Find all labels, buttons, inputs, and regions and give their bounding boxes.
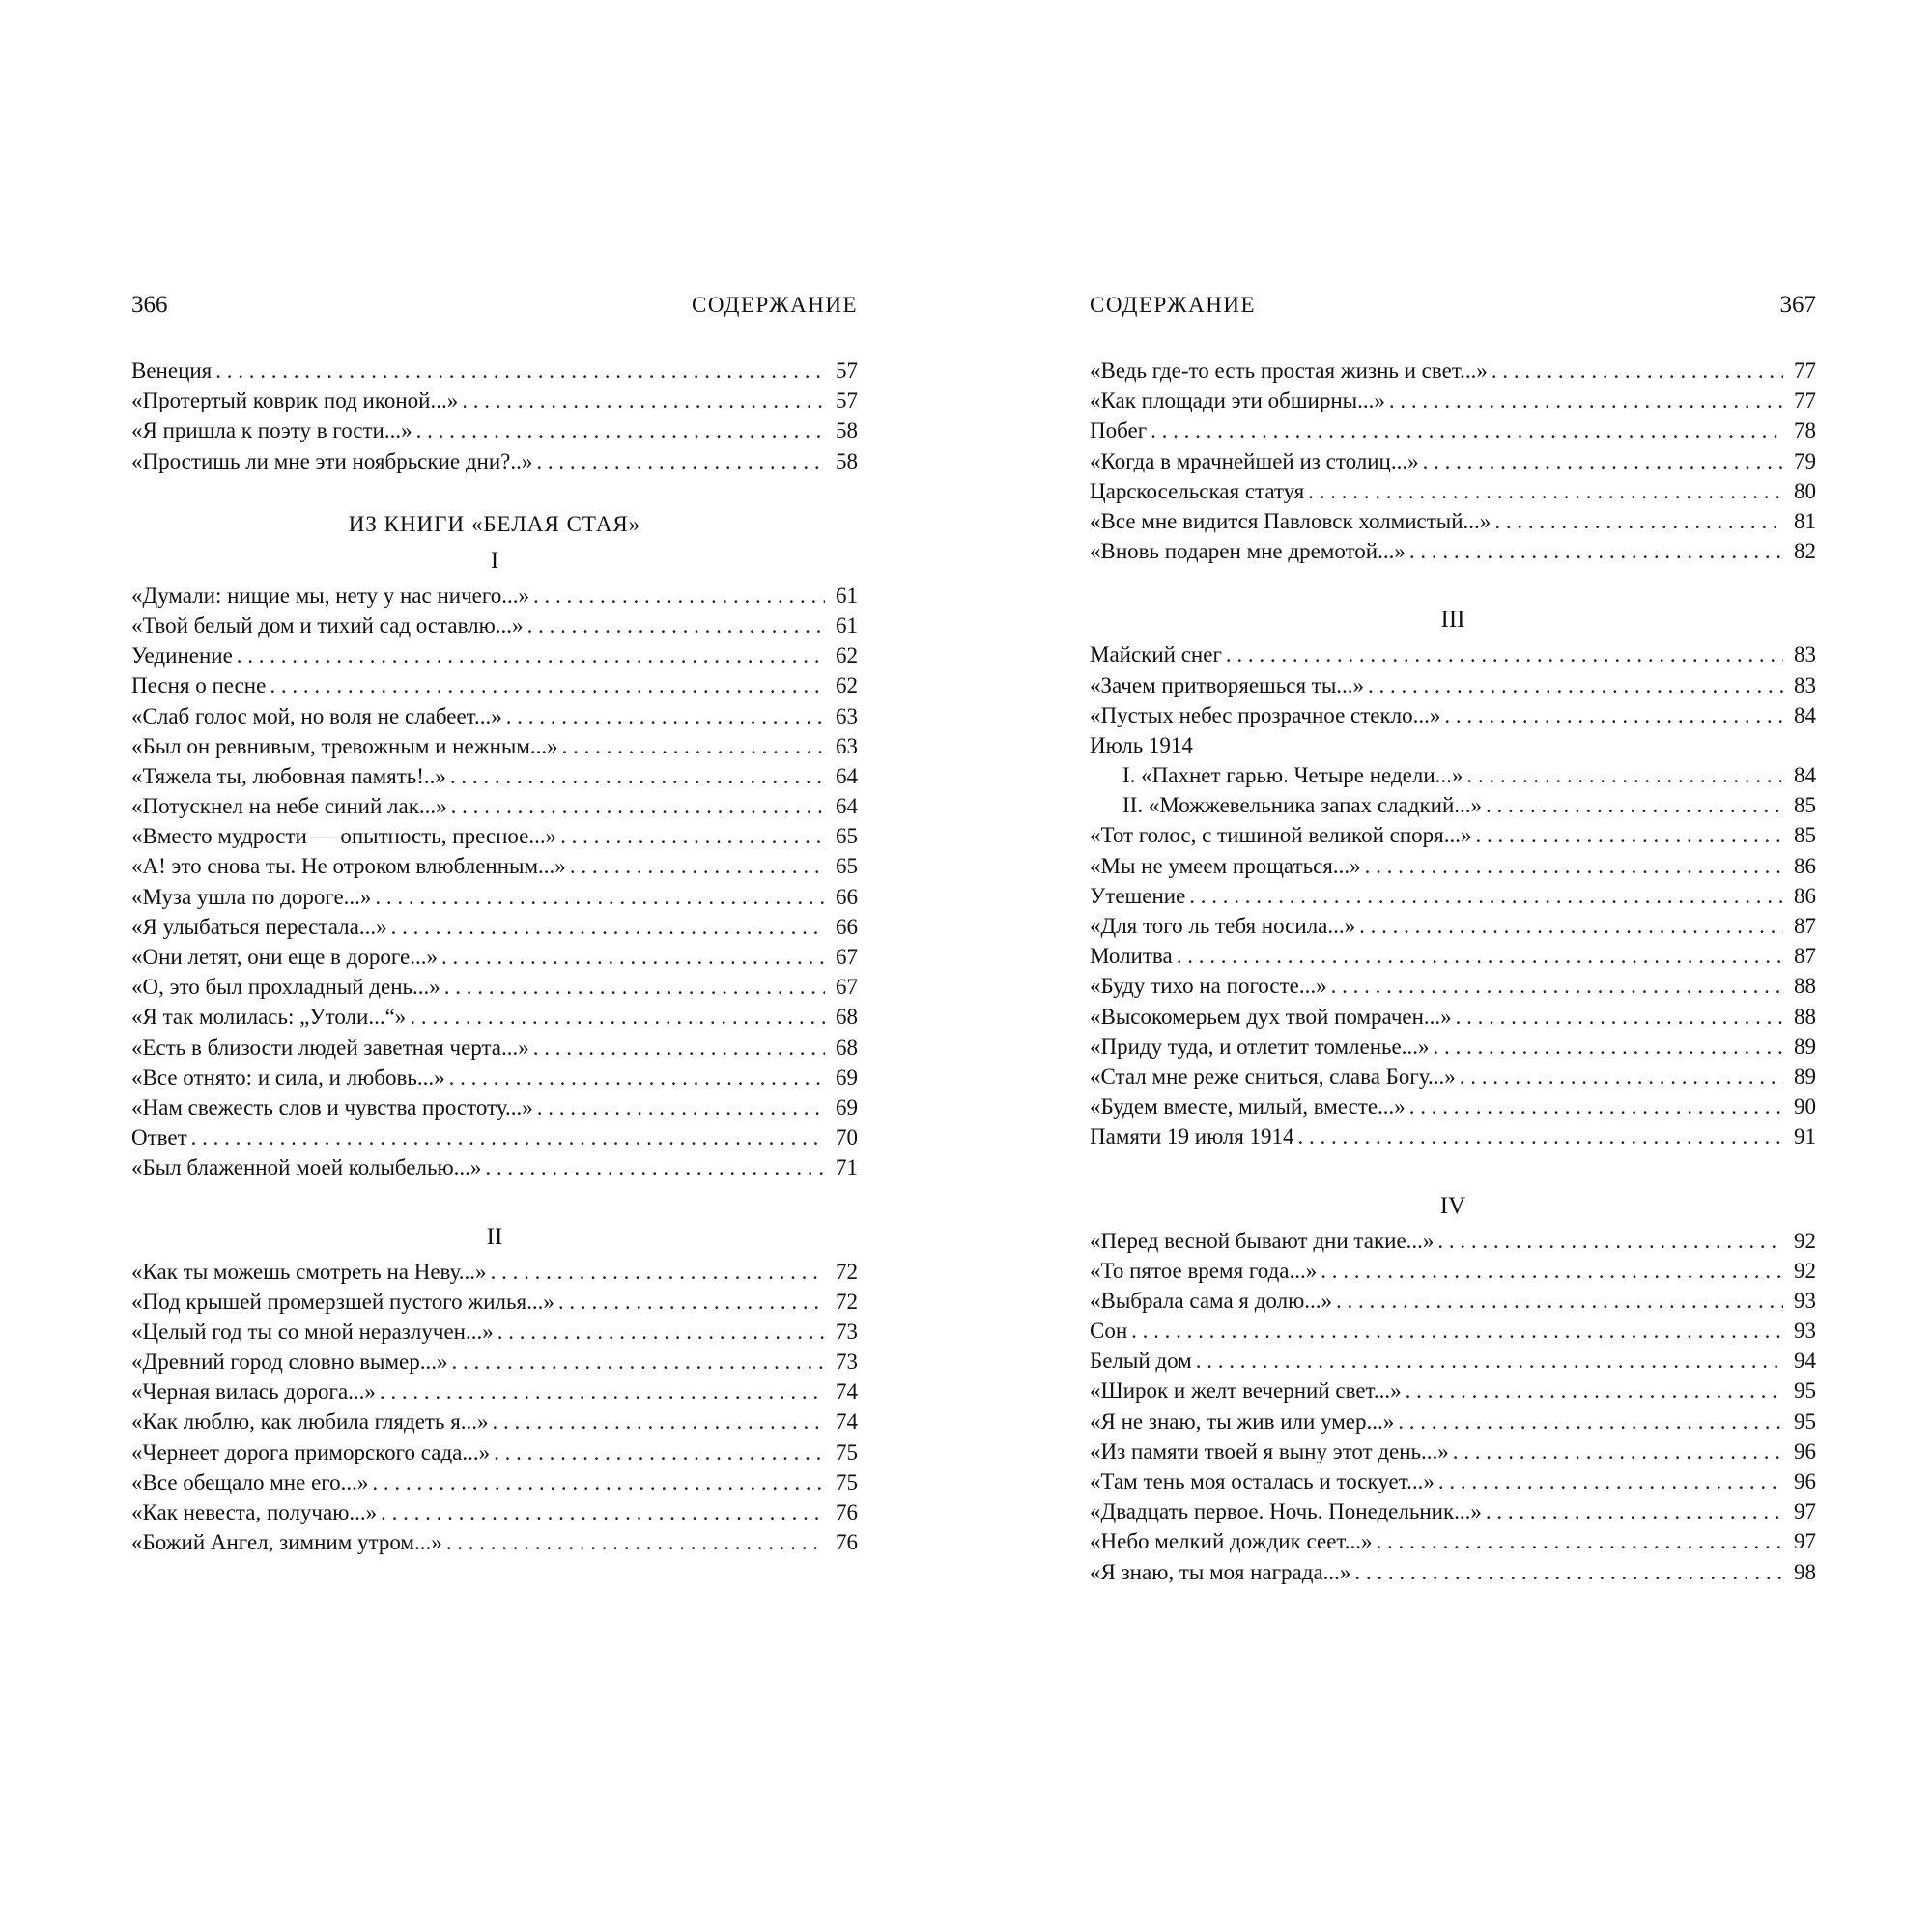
leader-dots — [1406, 1376, 1783, 1406]
leader-dots — [1453, 1436, 1783, 1466]
toc-entry-page: 58 — [836, 448, 858, 473]
toc-entry — [1090, 760, 1816, 790]
leader-dots — [562, 731, 825, 761]
leader-dots — [537, 1093, 825, 1122]
toc-entry-title: «Высокомерьем дух твой помрачен...» — [1090, 1004, 1452, 1029]
toc-entry — [131, 611, 858, 640]
leader-dots — [1321, 1256, 1783, 1286]
toc-entry-title: «Древний город словно вымер...» — [131, 1350, 448, 1375]
toc-entry — [131, 731, 858, 761]
toc-entry-title: «Все мне видится Павловск холмистый...» — [1090, 508, 1492, 533]
toc-entry — [1090, 1526, 1816, 1556]
toc-entry-title: I. «Пахнет гарью. Четыре недели...» — [1122, 763, 1463, 788]
toc-entry-page: 83 — [1794, 672, 1816, 697]
toc-entry-page: 72 — [836, 1259, 858, 1284]
toc-entry-page: 66 — [836, 884, 858, 909]
toc-entry-page: 84 — [1794, 763, 1816, 788]
toc-entry-page: 97 — [1794, 1529, 1816, 1554]
toc-entry-page: 79 — [1794, 448, 1816, 473]
toc-entry-page: 67 — [836, 975, 858, 1000]
toc-entry — [131, 821, 858, 851]
toc-entry — [131, 446, 858, 476]
toc-entry — [131, 972, 858, 1002]
toc-entry-page: 61 — [836, 612, 858, 638]
leader-dots — [462, 385, 825, 415]
toc-entry-page: 63 — [836, 733, 858, 758]
toc-list-section-4 — [1090, 1226, 1816, 1587]
toc-entry-page: 71 — [836, 1155, 858, 1180]
toc-entry-page: 78 — [1794, 418, 1816, 443]
toc-entry-page: 67 — [836, 945, 858, 969]
leader-dots — [446, 1527, 825, 1557]
toc-entry-title: «Все отнято: и сила, и любовь...» — [131, 1065, 445, 1090]
toc-entry-title: «Буду тихо на погосте...» — [1090, 974, 1327, 999]
toc-entry-title: «Мы не умеем прощаться...» — [1090, 853, 1361, 878]
leader-dots — [1486, 790, 1783, 820]
leader-dots — [1196, 1346, 1783, 1376]
leader-dots — [416, 415, 825, 445]
toc-entry-title: «Из памяти твоей я выну этот день...» — [1090, 1438, 1449, 1463]
toc-entry-title: Песня о песне — [131, 673, 267, 698]
toc-list-section-3 — [1090, 639, 1816, 1151]
toc-entry-title: «Для того ль тебя носила...» — [1090, 914, 1356, 938]
toc-entry — [1090, 1376, 1816, 1406]
toc-entry-page: 57 — [836, 388, 858, 413]
toc-entry-page: 83 — [1794, 642, 1816, 668]
toc-entry-page: 74 — [836, 1409, 858, 1435]
toc-entry-title: II. «Можжевельника запах сладкий...» — [1122, 793, 1483, 818]
toc-entry-page: 93 — [1794, 1288, 1816, 1313]
toc-entry-page: 96 — [1794, 1469, 1816, 1493]
leader-dots — [391, 912, 825, 942]
leader-dots — [497, 1317, 825, 1347]
right-page — [1090, 292, 1816, 1587]
toc-entry-page: 68 — [836, 1005, 858, 1030]
toc-entry-page: 94 — [1794, 1349, 1816, 1374]
toc-entry-title: Памяти 19 июля 1914 — [1090, 1124, 1294, 1150]
toc-entry — [131, 791, 858, 821]
leader-dots — [1389, 385, 1783, 415]
toc-entry-page: 77 — [1794, 388, 1816, 413]
leader-dots — [451, 791, 825, 821]
leader-dots — [1336, 1286, 1783, 1316]
leader-dots — [410, 1002, 825, 1032]
toc-entry-title: «Целый год ты со мной неразлучен...» — [131, 1319, 494, 1344]
toc-entry — [131, 670, 858, 700]
toc-entry — [1090, 415, 1816, 445]
toc-list-left-top — [131, 355, 858, 476]
toc-entry — [131, 1467, 858, 1497]
toc-entry-page: 57 — [836, 358, 858, 383]
toc-entry-title: Утешение — [1090, 883, 1186, 908]
leader-dots — [1298, 1122, 1783, 1151]
leader-dots — [1460, 1062, 1783, 1092]
toc-entry — [131, 1287, 858, 1317]
toc-entry-page: 76 — [836, 1500, 858, 1524]
toc-entry-page: 86 — [1794, 853, 1816, 878]
leader-dots — [1368, 670, 1783, 700]
toc-entry-page: 96 — [1794, 1438, 1816, 1463]
toc-entry-page: 92 — [1794, 1258, 1816, 1283]
toc-entry — [1090, 1002, 1816, 1032]
toc-entry-title: «Потускнел на небе синий лак...» — [131, 794, 447, 819]
leader-dots — [1189, 881, 1783, 911]
toc-entry — [131, 851, 858, 881]
toc-entry — [131, 1497, 858, 1527]
leader-dots — [372, 1467, 825, 1497]
toc-entry-page: 92 — [1794, 1228, 1816, 1253]
toc-entry-page: 74 — [836, 1379, 858, 1405]
toc-entry-title: «Нам свежесть слов и чувства простоту...» — [131, 1094, 533, 1120]
toc-entry-page: 89 — [1794, 1064, 1816, 1089]
toc-entry — [131, 1347, 858, 1377]
toc-entry-title: «Слаб голос мой, но воля не слабеет...» — [131, 703, 502, 728]
toc-entry-title: «Я не знаю, ты жив или умер...» — [1090, 1408, 1395, 1434]
toc-entry-title: Уединение — [131, 643, 233, 668]
toc-entry-title: «Был блаженной моей колыбелью...» — [131, 1155, 482, 1180]
toc-entry-page: 97 — [1794, 1499, 1816, 1524]
left-page-header — [131, 292, 858, 327]
leader-dots — [1444, 700, 1783, 730]
toc-entry-title: Молитва — [1090, 944, 1173, 969]
toc-entry-page: 65 — [836, 824, 858, 849]
toc-entry — [1090, 911, 1816, 941]
toc-entry — [1090, 1286, 1816, 1316]
toc-entry-page: 62 — [836, 643, 858, 668]
toc-entry-page: 85 — [1794, 823, 1816, 848]
leader-dots — [1456, 1002, 1783, 1032]
section-label: II — [486, 1223, 503, 1250]
leader-dots — [1486, 1496, 1783, 1526]
toc-entry — [131, 912, 858, 942]
left-page — [131, 292, 858, 1557]
toc-entry-title: «Будем вместе, милый, вместе...» — [1090, 1094, 1406, 1120]
toc-entry-title: «Пустых небес прозрачное стекло...» — [1090, 702, 1441, 727]
toc-entry — [1090, 1436, 1816, 1466]
toc-entry — [131, 701, 858, 731]
running-head: СОДЕРЖАНИЕ — [1090, 293, 1257, 317]
leader-dots — [533, 1033, 825, 1063]
toc-entry — [1090, 881, 1816, 911]
toc-entry — [1090, 1032, 1816, 1062]
toc-entry-page: 63 — [836, 703, 858, 728]
toc-entry-title: «Простишь ли мне эти ноябрьские дни?..» — [131, 448, 533, 473]
toc-entry-title: «О, это был прохладный день...» — [131, 975, 440, 1000]
leader-dots — [1131, 1316, 1783, 1346]
toc-entry-page: 65 — [836, 854, 858, 879]
toc-entry-page: 75 — [836, 1439, 858, 1464]
toc-entry-title: Царскосельская статуя — [1090, 478, 1305, 503]
toc-entry-page: 70 — [836, 1125, 858, 1151]
leader-dots — [1466, 760, 1783, 790]
toc-entry-title: «Черная вилась дорога...» — [131, 1379, 376, 1405]
toc-entry-page: 91 — [1794, 1124, 1816, 1150]
leader-dots — [237, 640, 825, 670]
leader-dots — [506, 701, 825, 731]
toc-entry-page: 73 — [836, 1350, 858, 1375]
toc-entry-page: 95 — [1794, 1378, 1816, 1404]
leader-dots — [1494, 506, 1783, 536]
leader-dots — [375, 882, 825, 912]
toc-entry — [1090, 851, 1816, 881]
toc-entry-title: «Там тень моя осталась и тоскует...» — [1090, 1469, 1435, 1493]
toc-entry-page: 87 — [1794, 944, 1816, 969]
toc-entry-page: 69 — [836, 1094, 858, 1120]
leader-dots — [1359, 911, 1783, 941]
toc-entry-title: «Приду туда, и отлетит томленье...» — [1090, 1034, 1430, 1059]
toc-entry — [131, 640, 858, 670]
toc-entry-title: Майский снег — [1090, 642, 1222, 668]
leader-dots — [536, 446, 825, 476]
running-head: СОДЕРЖАНИЕ — [691, 293, 858, 317]
toc-entry-title: «Перед весной бывают дни такие...» — [1090, 1228, 1435, 1253]
leader-dots — [444, 972, 825, 1002]
leader-dots — [1475, 820, 1783, 850]
toc-entry-title: Ответ — [131, 1125, 187, 1151]
book-title: ИЗ КНИГИ «БЕЛАЯ СТАЯ» — [348, 511, 641, 536]
toc-entry — [1090, 355, 1816, 385]
toc-entry-page: 69 — [836, 1065, 858, 1090]
toc-entry-title: «Был он ревнивым, тревожным и нежным...» — [131, 733, 558, 758]
toc-entry-title: «Твой белый дом и тихий сад оставлю...» — [131, 612, 524, 638]
leader-dots — [380, 1377, 825, 1406]
page-number: 366 — [131, 292, 168, 318]
toc-entry — [1090, 476, 1816, 506]
toc-list-section-1 — [131, 581, 858, 1183]
leader-dots — [570, 851, 825, 881]
toc-entry — [1090, 446, 1816, 476]
toc-entry-title: «Я знаю, ты моя награда...» — [1090, 1559, 1351, 1584]
toc-entry-title: «Как невеста, получаю...» — [131, 1500, 378, 1524]
toc-entry — [1090, 1062, 1816, 1092]
toc-entry-page: 72 — [836, 1289, 858, 1314]
toc-entry-title: «Все обещало мне его...» — [131, 1469, 369, 1494]
toc-entry-title: «Я пришла к поэту в гости...» — [131, 418, 412, 443]
leader-dots — [493, 1406, 825, 1436]
toc-entry-title: «Протертый коврик под иконой...» — [131, 388, 459, 413]
leader-dots — [1492, 355, 1783, 385]
toc-entry-title: «Как площади эти обширны...» — [1090, 388, 1385, 413]
leader-dots — [485, 1152, 825, 1182]
toc-entry — [131, 415, 858, 445]
leader-dots — [441, 942, 825, 972]
toc-entry-title: Белый дом — [1090, 1349, 1192, 1374]
leader-dots — [560, 821, 825, 851]
toc-entry — [1090, 1496, 1816, 1526]
toc-entry — [1090, 971, 1816, 1001]
leader-dots — [1398, 1406, 1783, 1436]
toc-entry-page: 89 — [1794, 1034, 1816, 1059]
leader-dots — [533, 581, 825, 611]
toc-entry — [131, 581, 858, 611]
toc-entry — [1090, 730, 1816, 760]
right-page-header — [1090, 292, 1816, 327]
leader-dots — [1377, 1526, 1784, 1556]
toc-entry — [1090, 1092, 1816, 1122]
toc-entry-page: 88 — [1794, 1004, 1816, 1029]
toc-entry-page: 82 — [1794, 539, 1816, 564]
toc-entry-title: «Вновь подарен мне дремотой...» — [1090, 539, 1406, 564]
toc-entry-title: Побег — [1090, 418, 1148, 443]
toc-entry-page: 62 — [836, 673, 858, 698]
toc-entry-title: «Тяжела ты, любовная память!..» — [131, 763, 446, 788]
leader-dots — [1433, 1032, 1783, 1062]
toc-entry-page: 95 — [1794, 1408, 1816, 1434]
toc-entry — [131, 1437, 858, 1467]
leader-dots — [215, 355, 825, 385]
toc-entry — [131, 1093, 858, 1122]
toc-entry-page: 93 — [1794, 1319, 1816, 1344]
toc-entry — [1090, 639, 1816, 669]
toc-list-right-top — [1090, 355, 1816, 566]
toc-entry — [131, 1033, 858, 1063]
toc-entry-title: «Как люблю, как любила глядеть я...» — [131, 1409, 489, 1435]
toc-entry-title: «Стал мне реже сниться, слава Богу...» — [1090, 1064, 1456, 1089]
leader-dots — [1331, 971, 1783, 1001]
toc-entry — [1090, 670, 1816, 700]
leader-dots — [191, 1122, 825, 1152]
toc-entry-title: «Под крышей промерзшей пустого жилья...» — [131, 1289, 554, 1314]
toc-entry-page: 61 — [836, 582, 858, 608]
toc-entry — [1090, 1316, 1816, 1346]
toc-entry-title: «Есть в близости людей заветная черта...» — [131, 1035, 529, 1060]
toc-entry-page: 81 — [1794, 508, 1816, 533]
toc-entry — [1090, 1406, 1816, 1436]
toc-entry-page: 73 — [836, 1319, 858, 1344]
toc-entry-page: 68 — [836, 1035, 858, 1060]
toc-entry — [131, 1527, 858, 1557]
toc-entry-title: Венеция — [131, 358, 213, 383]
toc-entry-page: 58 — [836, 418, 858, 443]
toc-entry-page: 84 — [1794, 702, 1816, 727]
toc-entry — [1090, 1557, 1816, 1587]
leader-dots — [1423, 446, 1783, 476]
toc-entry-title: «Ведь где-то есть простая жизнь и свет...» — [1090, 358, 1488, 383]
leader-dots — [1438, 1466, 1783, 1496]
leader-dots — [527, 611, 825, 640]
leader-dots — [1409, 1092, 1783, 1122]
toc-entry-title: «Широк и желт вечерний свет...» — [1090, 1378, 1402, 1404]
toc-entry — [1090, 385, 1816, 415]
toc-entry-page: 90 — [1794, 1094, 1816, 1120]
toc-entry — [1090, 536, 1816, 566]
toc-entry-title: «Я улыбаться перестала...» — [131, 914, 387, 939]
toc-entry-title: «То пятое время года...» — [1090, 1258, 1318, 1283]
leader-dots — [452, 1347, 825, 1377]
toc-entry — [1090, 941, 1816, 971]
toc-entry-page: 88 — [1794, 974, 1816, 999]
leader-dots — [1226, 639, 1783, 669]
leader-dots — [381, 1497, 825, 1527]
toc-entry-title: «Чернеет дорога приморского сада...» — [131, 1439, 491, 1464]
toc-entry — [131, 1063, 858, 1093]
toc-entry-title: Сон — [1090, 1319, 1128, 1344]
toc-entry — [131, 1317, 858, 1347]
toc-entry-title: «Когда в мрачнейшей из столиц...» — [1090, 448, 1419, 473]
toc-entry — [1090, 820, 1816, 850]
section-label: IV — [1439, 1192, 1466, 1219]
toc-entry-title: «Двадцать первое. Ночь. Понедельник...» — [1090, 1499, 1482, 1524]
toc-entry — [131, 1377, 858, 1406]
toc-entry-page: 85 — [1794, 793, 1816, 818]
toc-entry-title: «Божий Ангел, зимним утром...» — [131, 1530, 442, 1555]
toc-entry — [131, 942, 858, 972]
toc-entry — [131, 355, 858, 385]
page-number: 367 — [1779, 292, 1816, 318]
toc-entry-title: «Зачем притворяешься ты...» — [1090, 672, 1365, 697]
leader-dots — [1409, 536, 1783, 566]
toc-list-section-2 — [131, 1257, 858, 1558]
toc-entry — [1090, 1256, 1816, 1286]
leader-dots — [1437, 1226, 1783, 1256]
toc-entry-page: 64 — [836, 794, 858, 819]
toc-entry — [131, 1122, 858, 1152]
leader-dots — [1151, 415, 1783, 445]
toc-entry-page: 64 — [836, 763, 858, 788]
toc-entry-title: «Тот голос, с тишиной великой споря...» — [1090, 823, 1472, 848]
toc-entry — [1090, 1122, 1816, 1151]
section-label: I — [490, 547, 499, 574]
toc-entry-title: «Я так молилась: „Утоли...“» — [131, 1005, 407, 1030]
toc-entry-title: «Выбрала сама я долю...» — [1090, 1288, 1333, 1313]
toc-entry-title: «Они летят, они еще в дороге...» — [131, 945, 438, 969]
toc-entry-title: «Небо мелкий дождик сеет...» — [1090, 1529, 1373, 1554]
toc-entry — [1090, 700, 1816, 730]
toc-entry-title: «Муза ушла по дороге...» — [131, 884, 372, 909]
section-label: III — [1440, 607, 1465, 634]
toc-entry-title: «Как ты можешь смотреть на Неву...» — [131, 1259, 487, 1284]
toc-entry — [131, 1257, 858, 1287]
toc-entry-page: 76 — [836, 1530, 858, 1555]
toc-entry — [131, 1406, 858, 1436]
toc-entry-title: «Думали: нищие мы, нету у нас ничего...» — [131, 582, 529, 608]
toc-entry-page: 66 — [836, 914, 858, 939]
toc-entry-page: 75 — [836, 1469, 858, 1494]
toc-entry-page: 77 — [1794, 358, 1816, 383]
toc-entry-page: 80 — [1794, 478, 1816, 503]
toc-entry — [1090, 506, 1816, 536]
toc-entry-page: 86 — [1794, 883, 1816, 908]
leader-dots — [1365, 851, 1783, 881]
leader-dots — [1308, 476, 1783, 506]
leader-dots — [494, 1437, 825, 1467]
toc-entry-page: 87 — [1794, 914, 1816, 938]
leader-dots — [449, 1063, 825, 1093]
leader-dots — [1354, 1557, 1783, 1587]
leader-dots — [1177, 941, 1783, 971]
toc-entry — [131, 1002, 858, 1032]
toc-entry-page: 98 — [1794, 1559, 1816, 1584]
leader-dots — [491, 1257, 825, 1287]
leader-dots — [450, 761, 825, 791]
toc-entry-title: Июль 1914 — [1090, 732, 1193, 757]
toc-entry-title: «Вместо мудрости — опытность, пресное...» — [131, 824, 557, 849]
toc-entry — [131, 761, 858, 791]
toc-entry — [131, 385, 858, 415]
toc-entry — [1090, 1346, 1816, 1376]
toc-entry — [131, 882, 858, 912]
toc-entry-title: «А! это снова ты. Не отроком влюбленным...» — [131, 854, 566, 879]
toc-entry — [131, 1152, 858, 1182]
leader-dots — [558, 1287, 825, 1317]
toc-entry — [1090, 1226, 1816, 1256]
leader-dots — [270, 670, 825, 700]
toc-entry — [1090, 790, 1816, 820]
toc-entry — [1090, 1466, 1816, 1496]
